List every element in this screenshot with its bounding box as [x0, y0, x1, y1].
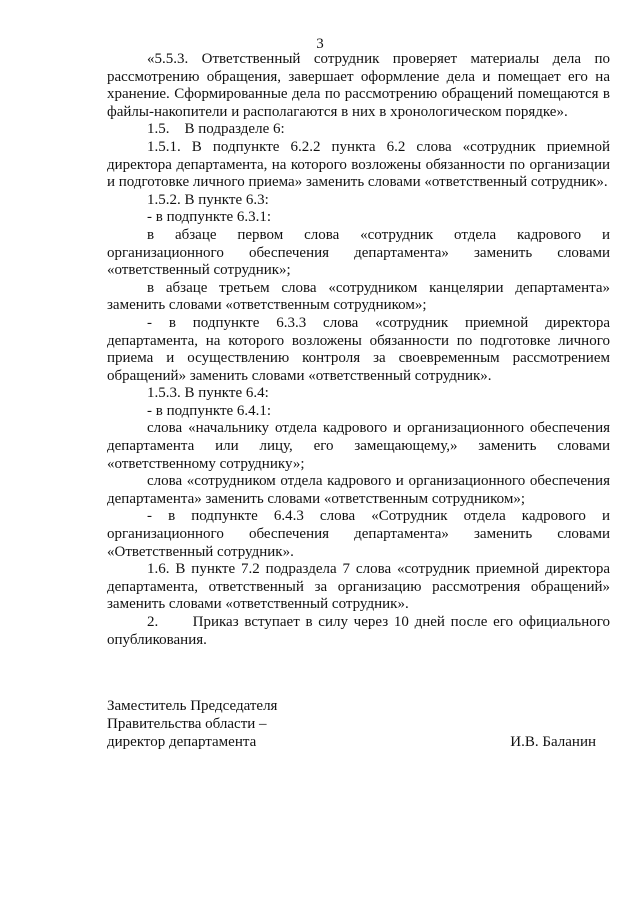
paragraph-abzac-third: в абзаце третьем слова «сотрудником канцелярии департамента» заменить словами «ответственным сотрудником»; — [107, 279, 610, 314]
paragraph-words-head: слова «начальнику отдела кадрового и организационного обеспечения департамента или лицу, его замещающему,» заменить словами «ответственному сотруднику»; — [107, 420, 610, 472]
paragraph-subitem-6-4-1: - в подпункте 6.4.1: — [147, 402, 272, 419]
paragraph-1-6: 1.6. В пункте 7.2 подраздела 7 слова «сотрудник приемной директора департамента, ответственный за организацию рассмотрения обращений» заменить словами «ответственный сотрудник». — [107, 561, 610, 613]
signatory-name: И.В. Баланин — [510, 733, 596, 750]
paragraph-1-5: 1.5. В подразделе 6: — [147, 121, 285, 138]
paragraph-words-employee: слова «сотрудником отдела кадрового и организационного обеспечения департамента» заменить словами «ответственным сотрудником»; — [107, 473, 610, 507]
paragraph-subitem-6-3-3: - в подпункте 6.3.3 слова «сотрудник приемной директора департамента, на которого возложены обязанности по подготовке личного приема и осуществлению контроля за своевременным рассмотрением обращений» заменить словами «ответственный сотрудник». — [107, 314, 610, 384]
paragraph-1-5-1: 1.5.1. В подпункте 6.2.2 пункта 6.2 слова «сотрудник приемной директора департамента, на которого возложены обязанности по организации и подготовке личного приема» заменить словами «ответственный сотрудник». — [107, 138, 610, 191]
document-body — [107, 51, 614, 649]
paragraph-abzac-first: в абзаце первом слова «сотрудник отдела кадрового и организационного обеспечения департамента» заменить словами «ответственный сотрудник»; — [107, 226, 610, 279]
paragraph-subitem-6-4-3: - в подпункте 6.4.3 слова «Сотрудник отдела кадрового и организационного обеспечения департамента» заменить словами «Ответственный сотрудник». — [107, 508, 610, 560]
paragraph-1-5-2: 1.5.2. В пункте 6.3: — [147, 191, 269, 208]
paragraph-1-5-3: 1.5.3. В пункте 6.4: — [147, 385, 269, 402]
page-number: 3 — [316, 36, 324, 52]
signature-title-line-3: директор департамента — [107, 733, 257, 750]
signature-line — [107, 734, 610, 752]
paragraph-2: 2. Приказ вступает в силу через 10 дней после его официального опубликования. — [107, 614, 614, 648]
signature-title-line-2: Правительства области – — [107, 715, 267, 732]
paragraph-5-5-3: «5.5.3. Ответственный сотрудник проверяет материалы дела по рассмотрению обращения, завершает оформление дела и помещает его на хранение. Сформированные дела по рассмотрению обращений помещаются в файлы-накопители и располагаются в них в хронологическом порядке». — [107, 51, 610, 120]
paragraph-subitem-6-3-1: - в подпункте 6.3.1: — [147, 209, 272, 226]
signature-block — [107, 698, 610, 751]
signature-title-line-1: Заместитель Председателя — [107, 698, 278, 714]
